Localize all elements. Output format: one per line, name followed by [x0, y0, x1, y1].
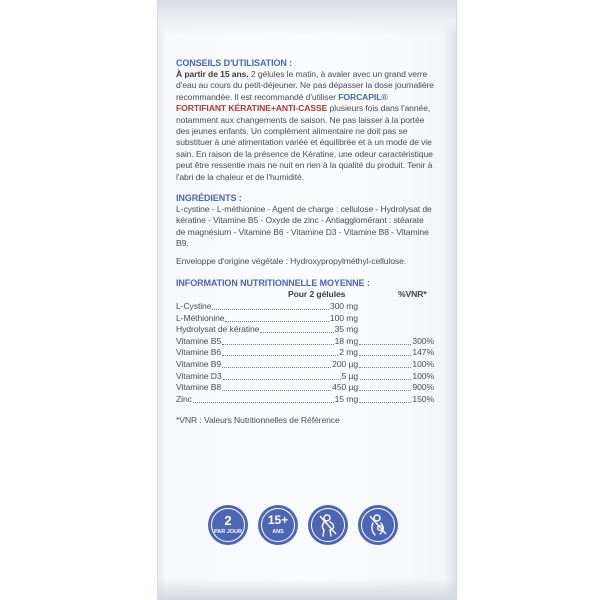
pregnant-woman-icon	[308, 505, 348, 545]
usage-text	[176, 69, 434, 183]
nutrient-amount: 5 µg	[341, 370, 358, 381]
nutrient-name: Vitamine B5	[176, 335, 222, 346]
nutrient-name: L-Cystine	[176, 301, 212, 312]
brand-name: FORCAPIL®	[338, 91, 388, 102]
nutrient-amount: 300 mg	[329, 301, 358, 312]
nutrition-row	[176, 313, 434, 325]
nutrition-row	[176, 359, 434, 371]
nutrient-vnr: 147%	[412, 347, 434, 358]
nutrient-amount: 15 mg	[334, 393, 358, 404]
nutrition-row	[176, 347, 434, 359]
nutrient-name: L-Méthionine	[176, 312, 225, 323]
nutrient-name: Vitamine B6	[176, 347, 222, 358]
nutrition-row	[176, 394, 434, 406]
ingredients-text: L-cystine - L-méthionine - Agent de charge : cellulose - Hydrolysat de kératine - Vitamine B5 - Oxyde de zinc - Antiagglomérant : stéarate de magnésium - Vitamine B6 - Vitamine D3 - Vitamine B8 - Vitamine B9.	[176, 204, 432, 249]
age-number: 15+	[267, 513, 289, 527]
nutrient-vnr: 100%	[412, 370, 434, 381]
nutrition-row	[176, 371, 434, 383]
label-text-area	[176, 58, 434, 427]
nutrient-amount: 200 µg	[332, 359, 358, 370]
box-bottom-shadow	[158, 578, 456, 600]
nutrition-row	[176, 336, 434, 348]
dose-pictogram	[208, 505, 248, 545]
product-name: FORTIFIANT KÉRATINE+ANTI-CASSE	[176, 103, 328, 114]
usage-text-part1: 2 gélules le matin, à avaler avec un grand verre d'eau au cours du petit-déjeuner. Ne pas dépasser la dose journalière recommandée. Il est recommandé d'utiliser	[176, 69, 434, 102]
box-top-shadow	[158, 0, 456, 36]
nutrition-row	[176, 324, 434, 336]
nutrient-name: Vitamine B9	[176, 359, 222, 370]
column-vnr: %VNR*	[398, 289, 427, 300]
dose-label: PAR JOUR	[213, 529, 242, 535]
usage-lead: À partir de 15 ans.	[176, 69, 249, 79]
footnote: *VNR : Valeurs Nutritionnelles de Référence	[176, 415, 340, 426]
nutrition-table	[176, 301, 434, 405]
nutrient-vnr: 100%	[412, 359, 434, 370]
nutrient-name: Zinc	[176, 393, 192, 404]
dotted-leader	[222, 367, 331, 368]
nutrition-row	[176, 301, 434, 313]
dotted-leader	[359, 344, 411, 345]
dotted-leader	[260, 332, 334, 333]
dotted-leader	[222, 390, 331, 391]
nutrient-vnr: 150%	[412, 393, 434, 404]
nutrient-amount: 450 µg	[332, 382, 358, 393]
nutrient-vnr: 300%	[412, 335, 434, 346]
capsule-text: Enveloppe d'origine végétale : Hydroxypropylméthyl-cellulose.	[176, 255, 407, 266]
nutrition-row	[176, 382, 434, 394]
pictogram-row	[206, 505, 406, 551]
dose-number: 2	[224, 513, 232, 528]
dotted-leader	[359, 367, 411, 368]
nutrition-heading: INFORMATION NUTRITIONNELLE MOYENNE :	[176, 278, 370, 289]
nutrient-vnr: 900%	[412, 382, 434, 393]
dotted-leader	[222, 355, 338, 356]
nutrient-amount: 100 mg	[329, 312, 358, 323]
dotted-leader	[223, 379, 341, 380]
usage-heading: CONSEILS D'UTILISATION :	[176, 58, 293, 68]
age-label: ANS	[272, 529, 284, 535]
dotted-leader	[359, 390, 411, 391]
breastfeeding-shape	[367, 513, 389, 537]
age-pictogram	[258, 505, 298, 545]
nutrient-amount: 2 mg	[339, 347, 358, 358]
breastfeeding-icon	[358, 505, 398, 545]
dotted-leader	[222, 344, 334, 345]
nutrition-table-header	[176, 289, 434, 301]
dotted-leader	[360, 379, 411, 380]
nutrient-amount: 18 mg	[334, 335, 358, 346]
nutrient-amount: 35 mg	[334, 324, 358, 335]
dotted-leader	[225, 321, 329, 322]
dotted-leader	[212, 309, 329, 310]
nutrient-name: Vitamine B8	[176, 382, 222, 393]
ingredients-heading: INGRÉDIENTS :	[176, 193, 242, 204]
dotted-leader	[193, 402, 334, 403]
usage-text-part2: plusieurs fois dans l'année, notamment aux changements de saison. Ne pas laisser à la portée des jeunes enfants. Un complément alimentaire ne doit pas se substituer à une alimentation variée et équilibrée et à un mode de vie sain. En raison de la présence de Kératine, une odeur caractéristique peut être ressentie mais ne nuit en rien à la qualité du produit. Tenir à l'abri de la chaleur et de l'humidité.	[176, 103, 433, 182]
column-dose: Pour 2 gélules	[288, 289, 346, 300]
pregnant-woman-shape	[317, 513, 339, 537]
nutrient-name: Vitamine D3	[176, 370, 222, 381]
dotted-leader	[359, 355, 411, 356]
nutrient-name: Hydrolysat de kératine	[176, 324, 260, 335]
dotted-leader	[359, 402, 411, 403]
